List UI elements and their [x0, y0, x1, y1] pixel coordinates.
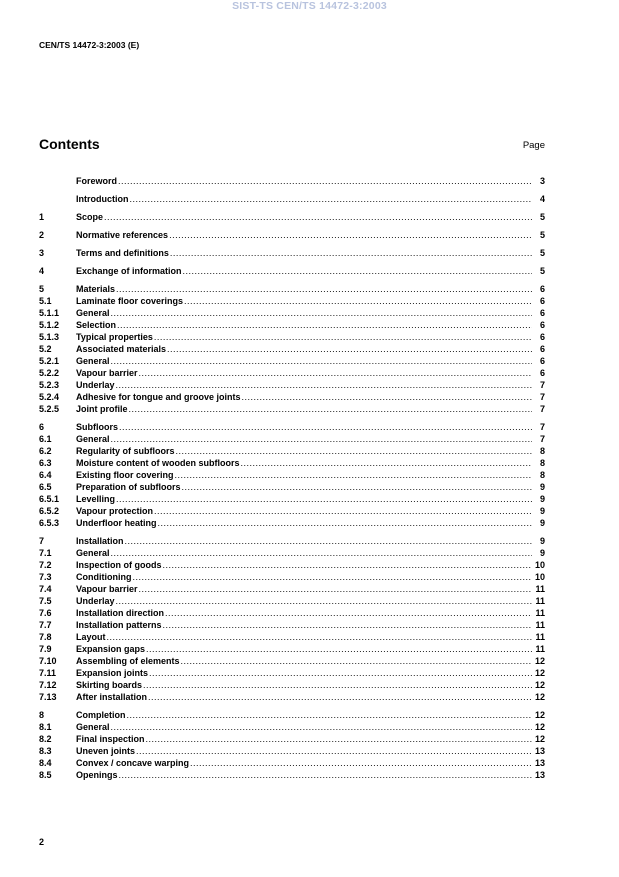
- toc-entry-page: 11: [535, 596, 545, 606]
- toc-dot-leader: [242, 391, 532, 403]
- toc-entry-number: 7.4: [39, 584, 52, 594]
- toc-entry-page: 9: [539, 548, 545, 558]
- toc-entry-page: 6: [539, 368, 545, 378]
- toc-entry[interactable]: [39, 631, 545, 643]
- toc-entry-title: Underlay: [76, 380, 115, 390]
- toc-entry-number: 7.13: [39, 692, 57, 702]
- toc-entry[interactable]: [39, 481, 545, 493]
- toc-dot-leader: [107, 631, 532, 643]
- toc-entry-number: 5.2.4: [39, 392, 60, 402]
- toc-entry-page: 9: [539, 494, 545, 504]
- toc-dot-leader: [139, 583, 532, 595]
- toc-dot-leader: [119, 769, 532, 781]
- toc-entry-number: 7.11: [39, 668, 57, 678]
- toc-group: [39, 283, 545, 415]
- toc-dot-leader: [132, 571, 532, 583]
- toc-entry[interactable]: [39, 559, 545, 571]
- toc-entry-page: 5: [539, 266, 545, 276]
- toc-dot-leader: [190, 757, 532, 769]
- toc-dot-leader: [163, 619, 532, 631]
- toc-entry-title: Levelling: [76, 494, 116, 504]
- toc-entry-page: 5: [539, 248, 545, 258]
- toc-entry-page: 5: [539, 230, 545, 240]
- toc-dot-leader: [183, 265, 532, 277]
- toc-dot-leader: [241, 457, 533, 469]
- toc-entry[interactable]: [39, 211, 545, 223]
- toc-entry-page: 7: [539, 380, 545, 390]
- toc-dot-leader: [104, 211, 532, 223]
- toc-entry-title: Typical properties: [76, 332, 153, 342]
- toc-entry-number: 5.1.1: [39, 308, 60, 318]
- toc-dot-leader: [149, 667, 532, 679]
- page-title: Contents: [39, 136, 100, 152]
- toc-entry-title: Adhesive for tongue and groove joints: [76, 392, 241, 402]
- toc-dot-leader: [116, 379, 532, 391]
- toc-group: [39, 421, 545, 529]
- toc-dot-leader: [136, 745, 532, 757]
- toc-entry-page: 11: [535, 644, 545, 654]
- page-column-header: Page: [522, 140, 545, 151]
- toc-entry-title: Final inspection: [76, 734, 145, 744]
- toc-dot-leader: [163, 559, 533, 571]
- toc-dot-leader: [127, 709, 533, 721]
- toc-entry-page: 6: [539, 296, 545, 306]
- toc-entry[interactable]: [39, 331, 545, 343]
- toc-entry-title: Vapour barrier: [76, 584, 138, 594]
- toc-entry[interactable]: [39, 733, 545, 745]
- toc-dot-leader: [169, 229, 532, 241]
- toc-dot-leader: [111, 307, 532, 319]
- toc-entry-title: Installation patterns: [76, 620, 162, 630]
- toc-entry-title: Normative references: [76, 230, 169, 240]
- toc-entry[interactable]: [39, 283, 545, 295]
- toc-entry[interactable]: [39, 691, 545, 703]
- toc-entry[interactable]: [39, 517, 545, 529]
- toc-entry-number: 6.4: [39, 470, 52, 480]
- toc-dot-leader: [181, 655, 532, 667]
- toc-entry-title: Materials: [76, 284, 116, 294]
- toc-entry-title: Vapour barrier: [76, 368, 138, 378]
- toc-entry-page: 12: [534, 680, 545, 690]
- toc-dot-leader: [158, 517, 533, 529]
- toc-entry[interactable]: [39, 421, 545, 433]
- toc-dot-leader: [139, 367, 532, 379]
- toc-entry-page: 9: [539, 536, 545, 546]
- toc-dot-leader: [184, 295, 532, 307]
- toc-entry-page: 12: [534, 668, 545, 678]
- toc-entry-title: Subfloors: [76, 422, 118, 432]
- toc-dot-leader: [176, 445, 532, 457]
- toc-dot-leader: [129, 403, 533, 415]
- toc-entry-page: 6: [539, 284, 545, 294]
- toc-entry[interactable]: [39, 571, 545, 583]
- toc-entry-page: 6: [539, 344, 545, 354]
- watermark: SIST-TS CEN/TS 14472-3:2003: [232, 0, 387, 12]
- toc-entry-title: Installation: [76, 536, 124, 546]
- toc-entry[interactable]: [39, 721, 545, 733]
- toc-entry-page: 11: [535, 620, 545, 630]
- toc-entry-title: Layout: [76, 632, 106, 642]
- table-of-contents: [39, 175, 545, 787]
- toc-entry-title: General: [76, 308, 110, 318]
- toc-entry-number: 5.2.3: [39, 380, 60, 390]
- toc-entry-page: 7: [539, 422, 545, 432]
- toc-dot-leader: [116, 283, 532, 295]
- toc-dot-leader: [111, 721, 532, 733]
- toc-entry[interactable]: [39, 667, 545, 679]
- toc-entry-number: 6.5.1: [39, 494, 60, 504]
- toc-entry-page: 12: [534, 656, 545, 666]
- toc-dot-leader: [125, 535, 532, 547]
- toc-dot-leader: [154, 331, 532, 343]
- toc-entry-title: Introduction: [76, 194, 129, 204]
- toc-entry[interactable]: [39, 595, 545, 607]
- toc-entry-page: 8: [539, 470, 545, 480]
- toc-entry-page: 9: [539, 518, 545, 528]
- toc-entry-number: 7.10: [39, 656, 57, 666]
- toc-dot-leader: [167, 343, 532, 355]
- toc-entry-number: 7.5: [39, 596, 52, 606]
- toc-entry-number: 8.2: [39, 734, 52, 744]
- toc-entry-number: 7.2: [39, 560, 52, 570]
- toc-entry-title: Preparation of subfloors: [76, 482, 181, 492]
- toc-entry-number: 2: [39, 230, 45, 240]
- toc-entry[interactable]: [39, 769, 545, 781]
- toc-entry-number: 6.5: [39, 482, 52, 492]
- toc-entry[interactable]: [39, 583, 545, 595]
- toc-dot-leader: [146, 643, 532, 655]
- toc-entry-number: 7.12: [39, 680, 57, 690]
- toc-group: [39, 175, 545, 187]
- toc-entry[interactable]: [39, 175, 545, 187]
- toc-entry-number: 6.1: [39, 434, 52, 444]
- toc-dot-leader: [143, 679, 532, 691]
- toc-entry-page: 6: [539, 356, 545, 366]
- toc-entry[interactable]: [39, 379, 545, 391]
- toc-entry[interactable]: [39, 457, 545, 469]
- toc-entry-page: 3: [539, 176, 545, 186]
- toc-entry-number: 7.3: [39, 572, 52, 582]
- toc-entry-title: Expansion joints: [76, 668, 149, 678]
- toc-entry[interactable]: [39, 493, 545, 505]
- toc-entry-page: 4: [539, 194, 545, 204]
- toc-entry-title: Existing floor covering: [76, 470, 174, 480]
- toc-entry-number: 4: [39, 266, 45, 276]
- toc-entry-number: 7.9: [39, 644, 52, 654]
- toc-entry-number: 8.1: [39, 722, 52, 732]
- toc-entry[interactable]: [39, 505, 545, 517]
- toc-entry-number: 7.6: [39, 608, 52, 618]
- toc-entry-title: Expansion gaps: [76, 644, 146, 654]
- toc-entry-number: 8.4: [39, 758, 52, 768]
- toc-dot-leader: [130, 193, 533, 205]
- toc-entry-title: Terms and definitions: [76, 248, 169, 258]
- toc-entry-page: 6: [539, 308, 545, 318]
- toc-entry-title: Foreword: [76, 176, 118, 186]
- toc-entry[interactable]: [39, 757, 545, 769]
- toc-entry-number: 6.5.2: [39, 506, 60, 516]
- toc-dot-leader: [146, 733, 532, 745]
- toc-entry-page: 9: [539, 506, 545, 516]
- toc-entry-number: 5.2.1: [39, 356, 60, 366]
- toc-entry-page: 6: [539, 332, 545, 342]
- toc-entry-title: Joint profile: [76, 404, 128, 414]
- toc-entry-title: Uneven joints: [76, 746, 136, 756]
- toc-entry-number: 6.2: [39, 446, 52, 456]
- toc-entry[interactable]: [39, 745, 545, 757]
- toc-group: [39, 211, 545, 223]
- toc-group: [39, 709, 545, 781]
- toc-dot-leader: [154, 505, 532, 517]
- toc-entry[interactable]: [39, 655, 545, 667]
- toc-entry[interactable]: [39, 433, 545, 445]
- toc-entry-number: 5.1.3: [39, 332, 60, 342]
- toc-entry[interactable]: [39, 343, 545, 355]
- toc-entry[interactable]: [39, 619, 545, 631]
- toc-entry-page: 11: [535, 632, 545, 642]
- toc-entry-number: 8: [39, 710, 45, 720]
- toc-entry[interactable]: [39, 547, 545, 559]
- toc-entry-title: Assembling of elements: [76, 656, 180, 666]
- toc-entry[interactable]: [39, 403, 545, 415]
- toc-entry-page: 13: [534, 746, 545, 756]
- toc-entry-title: Conditioning: [76, 572, 132, 582]
- toc-entry-title: General: [76, 548, 110, 558]
- toc-entry-title: Scope: [76, 212, 104, 222]
- toc-group: [39, 247, 545, 259]
- toc-entry-page: 8: [539, 446, 545, 456]
- toc-entry[interactable]: [39, 367, 545, 379]
- toc-entry-title: Underfloor heating: [76, 518, 157, 528]
- toc-entry-title: Convex / concave warping: [76, 758, 190, 768]
- toc-dot-leader: [116, 595, 532, 607]
- toc-dot-leader: [165, 607, 532, 619]
- toc-entry-number: 3: [39, 248, 45, 258]
- toc-entry-title: Associated materials: [76, 344, 167, 354]
- toc-entry-page: 7: [539, 404, 545, 414]
- toc-entry-title: Skirting boards: [76, 680, 143, 690]
- toc-dot-leader: [175, 469, 532, 481]
- toc-dot-leader: [111, 547, 532, 559]
- toc-entry[interactable]: [39, 355, 545, 367]
- toc-entry-number: 5.2: [39, 344, 52, 354]
- toc-entry-number: 6.5.3: [39, 518, 60, 528]
- toc-entry[interactable]: [39, 679, 545, 691]
- toc-dot-leader: [116, 493, 532, 505]
- toc-entry[interactable]: [39, 391, 545, 403]
- toc-entry-page: 13: [534, 758, 545, 768]
- toc-entry-page: 5: [539, 212, 545, 222]
- toc-entry-number: 6.3: [39, 458, 52, 468]
- toc-entry-number: 8.5: [39, 770, 52, 780]
- toc-entry[interactable]: [39, 247, 545, 259]
- toc-entry-page: 11: [535, 608, 545, 618]
- toc-entry-title: Laminate floor coverings: [76, 296, 184, 306]
- toc-entry-title: Inspection of goods: [76, 560, 162, 570]
- page-number: 2: [39, 837, 45, 847]
- toc-group: [39, 265, 545, 277]
- toc-dot-leader: [111, 433, 532, 445]
- toc-entry-number: 1: [39, 212, 45, 222]
- toc-entry-number: 7.8: [39, 632, 52, 642]
- toc-entry-number: 7.1: [39, 548, 52, 558]
- toc-dot-leader: [182, 481, 532, 493]
- toc-entry-title: Completion: [76, 710, 126, 720]
- toc-entry[interactable]: [39, 607, 545, 619]
- toc-dot-leader: [148, 691, 532, 703]
- toc-group: [39, 229, 545, 241]
- toc-entry-page: 11: [535, 584, 545, 594]
- toc-entry-page: 10: [534, 572, 545, 582]
- toc-dot-leader: [117, 319, 532, 331]
- toc-entry-page: 9: [539, 482, 545, 492]
- toc-entry[interactable]: [39, 193, 545, 205]
- toc-entry-number: 8.3: [39, 746, 52, 756]
- toc-entry-page: 8: [539, 458, 545, 468]
- toc-entry-page: 10: [534, 560, 545, 570]
- toc-dot-leader: [119, 421, 532, 433]
- toc-entry-number: 5.2.5: [39, 404, 60, 414]
- toc-entry-number: 5.1: [39, 296, 52, 306]
- toc-dot-leader: [170, 247, 532, 259]
- toc-entry[interactable]: [39, 643, 545, 655]
- toc-entry-title: After installation: [76, 692, 148, 702]
- toc-entry[interactable]: [39, 265, 545, 277]
- toc-group: [39, 535, 545, 703]
- toc-entry-title: Vapour protection: [76, 506, 154, 516]
- toc-entry[interactable]: [39, 295, 545, 307]
- toc-entry-title: General: [76, 356, 110, 366]
- toc-entry-title: General: [76, 722, 110, 732]
- toc-group: [39, 193, 545, 205]
- document-id: CEN/TS 14472-3:2003 (E): [39, 40, 140, 50]
- toc-entry-number: 5: [39, 284, 45, 294]
- toc-entry[interactable]: [39, 535, 545, 547]
- toc-entry-page: 7: [539, 392, 545, 402]
- toc-entry[interactable]: [39, 229, 545, 241]
- toc-entry-page: 7: [539, 434, 545, 444]
- toc-entry-number: 7: [39, 536, 45, 546]
- toc-entry-title: General: [76, 434, 110, 444]
- toc-entry[interactable]: [39, 319, 545, 331]
- toc-entry-title: Selection: [76, 320, 117, 330]
- toc-entry-title: Exchange of information: [76, 266, 182, 276]
- toc-entry-title: Regularity of subfloors: [76, 446, 175, 456]
- toc-entry-number: 7.7: [39, 620, 52, 630]
- toc-entry-title: Openings: [76, 770, 118, 780]
- toc-entry-page: 6: [539, 320, 545, 330]
- toc-entry-page: 12: [534, 722, 545, 732]
- toc-entry[interactable]: [39, 307, 545, 319]
- toc-entry-page: 12: [534, 692, 545, 702]
- toc-entry-page: 12: [534, 710, 545, 720]
- toc-entry-page: 12: [534, 734, 545, 744]
- toc-entry-title: Underlay: [76, 596, 115, 606]
- toc-entry-title: Moisture content of wooden subfloors: [76, 458, 240, 468]
- toc-entry-page: 13: [534, 770, 545, 780]
- toc-entry[interactable]: [39, 709, 545, 721]
- toc-dot-leader: [111, 355, 532, 367]
- toc-entry-number: 5.2.2: [39, 368, 60, 378]
- toc-entry[interactable]: [39, 469, 545, 481]
- toc-dot-leader: [118, 175, 532, 187]
- toc-entry-number: 6: [39, 422, 45, 432]
- toc-entry-title: Installation direction: [76, 608, 165, 618]
- toc-entry-number: 5.1.2: [39, 320, 60, 330]
- toc-entry[interactable]: [39, 445, 545, 457]
